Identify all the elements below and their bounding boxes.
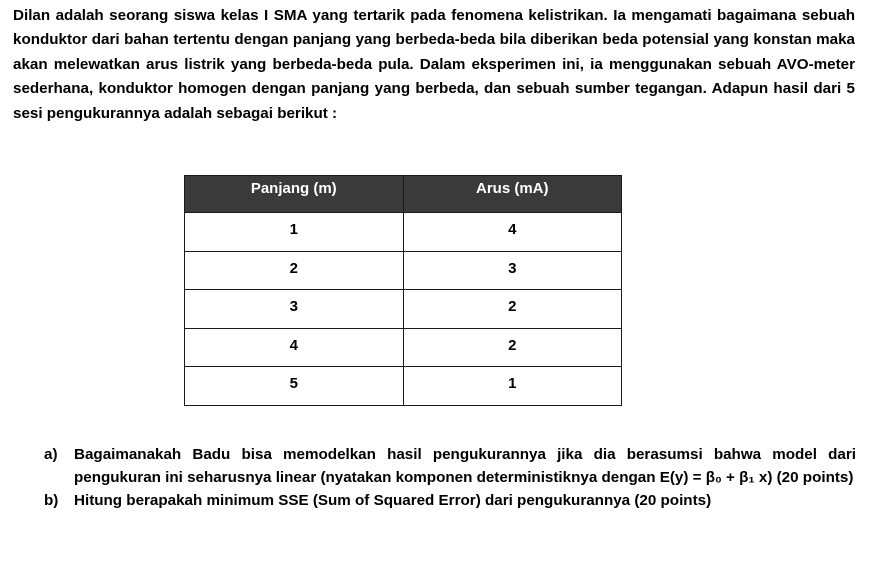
column-header-length: Panjang (m) bbox=[185, 176, 404, 213]
question-item-a bbox=[44, 443, 856, 489]
cell-length: 3 bbox=[185, 290, 404, 329]
column-header-current: Arus (mA) bbox=[403, 176, 622, 213]
cell-length: 5 bbox=[185, 367, 404, 406]
question-list bbox=[44, 443, 856, 512]
question-marker: a) bbox=[44, 446, 58, 463]
cell-length: 2 bbox=[185, 251, 404, 290]
question-marker: b) bbox=[44, 492, 59, 509]
question-item-b bbox=[44, 489, 856, 512]
table-row bbox=[185, 251, 622, 290]
table-header-row bbox=[185, 176, 622, 213]
cell-current: 3 bbox=[403, 251, 622, 290]
table-row bbox=[185, 290, 622, 329]
cell-current: 1 bbox=[403, 367, 622, 406]
cell-current: 4 bbox=[403, 213, 622, 252]
cell-current: 2 bbox=[403, 328, 622, 367]
cell-length: 1 bbox=[185, 213, 404, 252]
cell-current: 2 bbox=[403, 290, 622, 329]
cell-length: 4 bbox=[185, 328, 404, 367]
table-row bbox=[185, 367, 622, 406]
question-text: Bagaimanakah Badu bisa memodelkan hasil pengukurannya jika dia berasumsi bahwa model dari pengukuran ini seharusnya linear (nyatakan komponen deterministiknya dengan E(y) = β₀ + β₁ x) (20 points) bbox=[74, 446, 856, 486]
table-row bbox=[185, 213, 622, 252]
question-text: Hitung berapakah minimum SSE (Sum of Squared Error) dari pengukurannya (20 points) bbox=[74, 492, 712, 509]
measurement-table bbox=[184, 175, 622, 406]
table-row bbox=[185, 328, 622, 367]
intro-paragraph: Dilan adalah seorang siswa kelas I SMA yang tertarik pada fenomena kelistrikan. Ia mengamati bagaimana sebuah konduktor dari bahan tertentu dengan panjang yang berbeda-beda bila diberikan beda potensial yang konstan maka akan melewatkan arus listrik yang berbeda-beda pula. Dalam eksperimen ini, ia menggunakan sebuah AVO-meter sederhana, konduktor homogen dengan panjang yang berbeda, dan sebuah sumber tegangan. Adapun hasil dari 5 sesi pengukurannya adalah sebagai berikut : bbox=[13, 7, 855, 122]
